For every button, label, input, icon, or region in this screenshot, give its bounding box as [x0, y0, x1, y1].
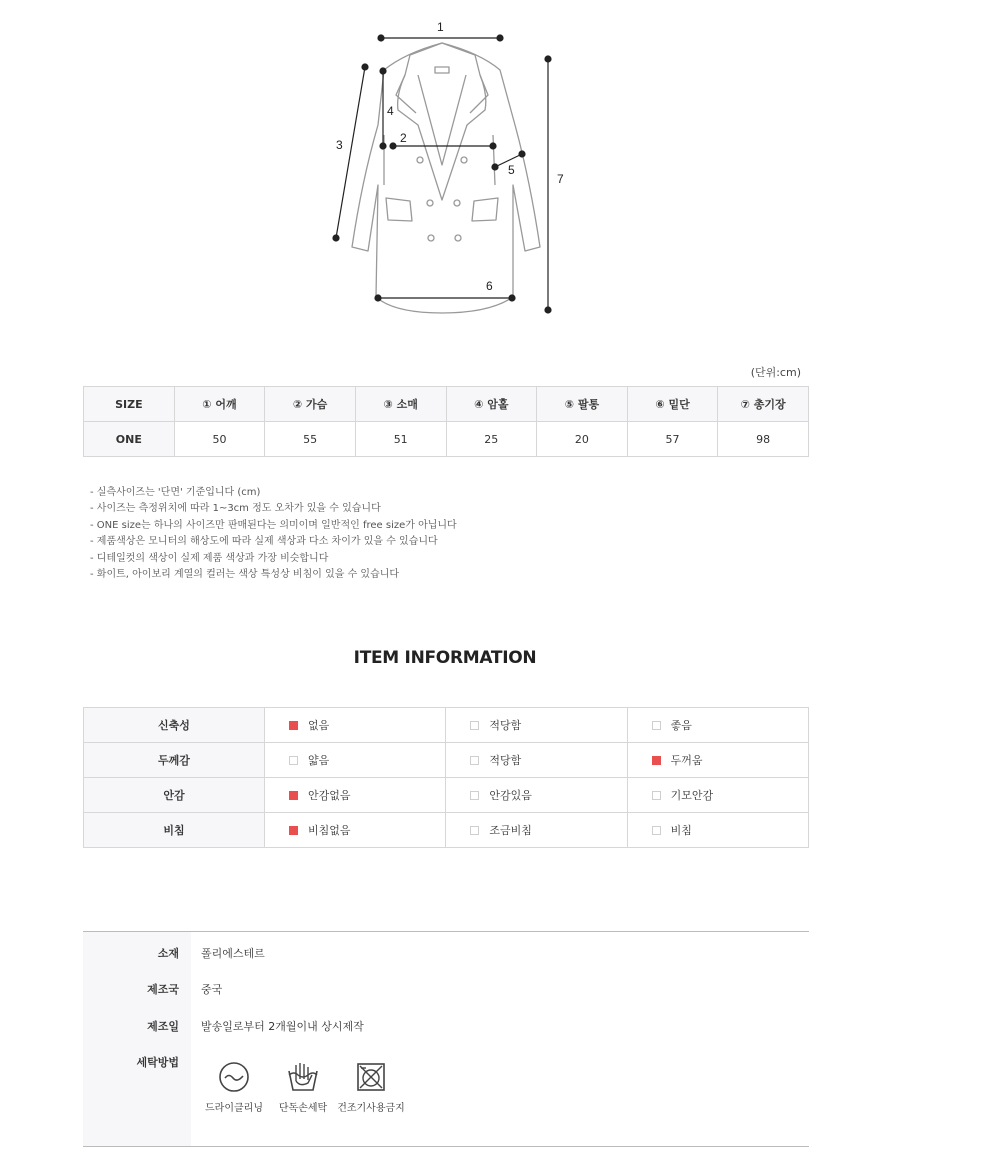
care-item-hand-wash — [268, 1061, 338, 1114]
note-line: - ONE size는 하나의 사이즈만 판매된다는 의미이며 일반적인 free size가 아닙니다 — [90, 519, 457, 531]
option-label: 안감있음 — [489, 789, 532, 802]
spec-key: 제조국 — [147, 983, 179, 996]
table-row — [84, 708, 809, 743]
dimension-label-2: 2 — [400, 131, 407, 145]
table-row — [84, 422, 809, 457]
option-label: 조금비침 — [489, 824, 532, 837]
option-label: 좋음 — [670, 719, 692, 732]
hand-wash-icon — [286, 1061, 320, 1093]
option-label: 얇음 — [308, 754, 330, 767]
checkbox-unchecked — [470, 756, 479, 765]
row-label-stretch: 신축성 — [84, 708, 265, 743]
option-label: 적당함 — [489, 754, 522, 767]
checkbox-unchecked — [470, 826, 479, 835]
shoulder-cell: 50 — [174, 422, 265, 457]
option-label: 두꺼움 — [670, 754, 703, 767]
checkbox-checked — [289, 721, 298, 730]
checkbox-checked — [289, 826, 298, 835]
header-arm-width: ⑤ 팔통 — [537, 387, 628, 422]
option-label: 안감없음 — [308, 789, 351, 802]
product-spec-section — [83, 931, 809, 1147]
care-item-no-tumble-dry — [336, 1061, 406, 1114]
header-size: SIZE — [84, 387, 175, 422]
sleeve-cell: 51 — [355, 422, 446, 457]
note-line: - 사이즈는 측정위치에 따라 1~3cm 정도 오차가 있을 수 있습니다 — [90, 503, 381, 515]
option-label: 적당함 — [489, 719, 522, 732]
care-label: 건조기사용금지 — [337, 1103, 405, 1114]
item-information-table — [83, 707, 809, 848]
checkbox-checked — [652, 756, 661, 765]
size-table-header-row — [84, 387, 809, 422]
dimension-label-6: 6 — [486, 279, 493, 293]
spec-label-column — [83, 932, 191, 1146]
header-armhole: ④ 암홀 — [446, 387, 537, 422]
table-row — [84, 743, 809, 778]
header-hem: ⑥ 밑단 — [627, 387, 718, 422]
size-notes — [90, 485, 457, 583]
spec-value: 발송일로부터 2개월이내 상시제작 — [201, 1020, 364, 1033]
spec-value: 중국 — [201, 983, 223, 996]
dimension-label-5: 5 — [508, 163, 515, 177]
header-sleeve: ③ 소매 — [355, 387, 446, 422]
coat-illustration — [330, 15, 580, 325]
spec-key: 소재 — [157, 947, 179, 960]
checkbox-unchecked — [470, 791, 479, 800]
header-total-length: ⑦ 총기장 — [718, 387, 809, 422]
checkbox-unchecked — [652, 791, 661, 800]
arm-width-cell: 20 — [537, 422, 628, 457]
item-information-title: ITEM INFORMATION — [353, 648, 537, 668]
option-label: 비침없음 — [308, 824, 351, 837]
dimension-label-3: 3 — [336, 138, 343, 152]
option-label: 없음 — [308, 719, 330, 732]
header-chest: ② 가슴 — [265, 387, 356, 422]
note-line: - 화이트, 아이보리 계열의 컬러는 색상 특성상 비침이 있을 수 있습니다 — [90, 569, 400, 581]
chest-cell: 55 — [265, 422, 356, 457]
row-label-sheerness: 비침 — [84, 813, 265, 848]
note-line: - 디테일컷의 색상이 실제 제품 색상과 가장 비슷합니다 — [90, 552, 329, 564]
dimension-label-7: 7 — [557, 172, 564, 186]
checkbox-unchecked — [652, 721, 661, 730]
option-label: 기모안감 — [670, 789, 714, 802]
size-cell: ONE — [84, 422, 175, 457]
care-label: 단독손세탁 — [278, 1103, 328, 1114]
checkbox-unchecked — [652, 826, 661, 835]
option-label: 비침 — [670, 824, 692, 837]
dimension-label-4: 4 — [387, 104, 394, 118]
dry-clean-icon — [218, 1061, 250, 1093]
note-line: - 실측사이즈는 '단면' 기준입니다 (cm) — [90, 487, 261, 498]
table-row — [84, 778, 809, 813]
size-table — [83, 386, 809, 457]
total-length-cell: 98 — [718, 422, 809, 457]
unit-note: (단위:cm) — [750, 366, 801, 379]
spec-key: 제조일 — [147, 1020, 179, 1033]
care-item-dry-clean — [199, 1061, 269, 1114]
checkbox-unchecked — [470, 721, 479, 730]
no-tumble-dry-icon — [355, 1061, 387, 1093]
row-label-lining: 안감 — [84, 778, 265, 813]
spec-key: 세탁방법 — [136, 1056, 179, 1069]
spec-value: 폴리에스테르 — [201, 947, 265, 960]
armhole-cell: 25 — [446, 422, 537, 457]
note-line: - 제품색상은 모니터의 해상도에 따라 실제 색상과 다소 차이가 있을 수 있습니다 — [90, 536, 438, 548]
checkbox-unchecked — [289, 756, 298, 765]
coat-measurement-diagram — [330, 15, 580, 325]
hem-cell: 57 — [627, 422, 718, 457]
table-row — [84, 813, 809, 848]
care-label: 드라이클리닝 — [205, 1103, 263, 1114]
header-shoulder: ① 어깨 — [174, 387, 265, 422]
checkbox-checked — [289, 791, 298, 800]
dimension-label-1: 1 — [437, 20, 444, 34]
row-label-thickness: 두께감 — [84, 743, 265, 778]
